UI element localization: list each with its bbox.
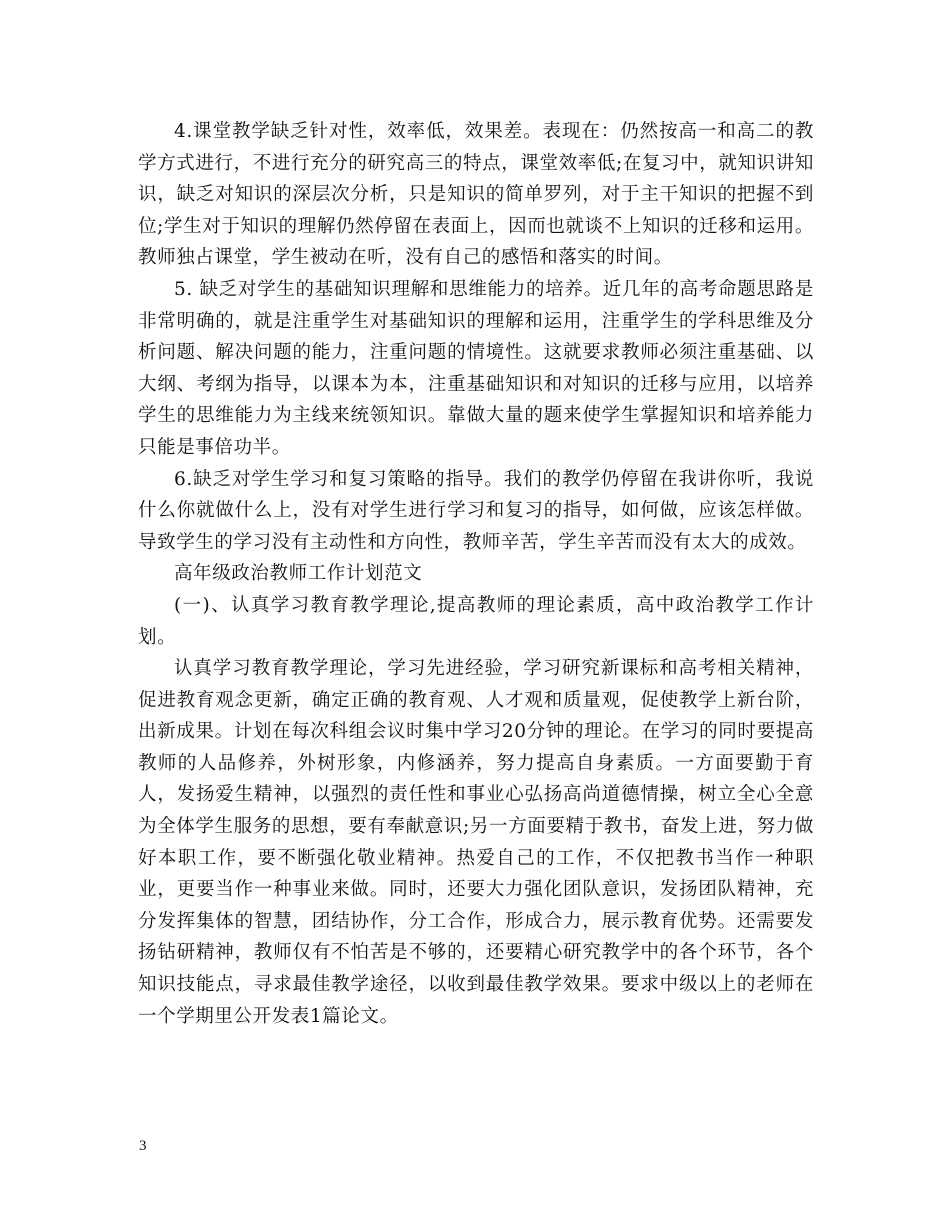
- paragraph-item-6: 6.缺乏对学生学习和复习策略的指导。我们的教学仍停留在我讲你听，我说什么你就做什么上，没有对学生进行学习和复习的指导，如何做，应该怎样做。导致学生的学习没有主动性和方向性，教师辛苦，学生辛苦而没有太大的成效。: [138, 468, 814, 553]
- paragraph-item-4: 4.课堂教学缺乏针对性，效率低，效果差。表现在：仍然按高一和高二的教学方式进行，不进行充分的研究高三的特点，课堂效率低;在复习中，就知识讲知识，缺乏对知识的深层次分析，只是知识的简单罗列，对于主干知识的把握不到位;学生对于知识的理解仍然停留在表面上，因而也就谈不上知识的迁移和运用。教师独占课堂，学生被动在听，没有自己的感悟和落实的时间。: [138, 121, 814, 269]
- document-body: [138, 116, 814, 1032]
- page-number: 3: [139, 1138, 147, 1154]
- section-body: 认真学习教育教学理论，学习先进经验，学习研究新课标和高考相关精神，促进教育观念更新，确定正确的教育观、人才观和质量观，促使教学上新台阶，出新成果。计划在每次科组会议时集中学习20分钟的理论。在学习的同时要提高教师的人品修养，外树形象，内修涵养，努力提高自身素质。一方面要勤于育人，发扬爱生精神，以强烈的责任性和事业心弘扬高尚道德情操，树立全心全意为全体学生服务的思想，要有奉献意识;另一方面要精于教书，奋发上进，努力做好本职工作，要不断强化敬业精神。热爱自己的工作，不仅把教书当作一种职业，更要当作一种事业来做。同时，还要大力强化团队意识，发扬团队精神，充分发挥集体的智慧，团结协作，分工合作，形成合力，展示教育优势。还需要发扬钻研精神，教师仅有不怕苦是不够的，还要精心研究教学中的各个环节，各个知识技能点，寻求最佳教学途径，以收到最佳教学效果。要求中级以上的老师在一个学期里公开发表1篇论文。: [138, 658, 814, 1027]
- section-heading: 高年级政治教师工作计划范文: [174, 563, 423, 585]
- paragraph-item-5: 5. 缺乏对学生的基础知识理解和思维能力的培养。近几年的高考命题思路是非常明确的，就是注重学生对基础知识的理解和运用，注重学生的学科思维及分析问题、解决问题的能力，注重问题的情境性。这就要求教师必须注重基础、以大纲、考纲为指导，以课本为本，注重基础知识和对知识的迁移与应用，以培养学生的思维能力为主线来统领知识。靠做大量的题来使学生掌握知识和培养能力只能是事倍功半。: [138, 278, 814, 458]
- section-title: (一)、认真学习教育教学理论,提高教师的理论素质，高中政治教学工作计划。: [138, 594, 814, 648]
